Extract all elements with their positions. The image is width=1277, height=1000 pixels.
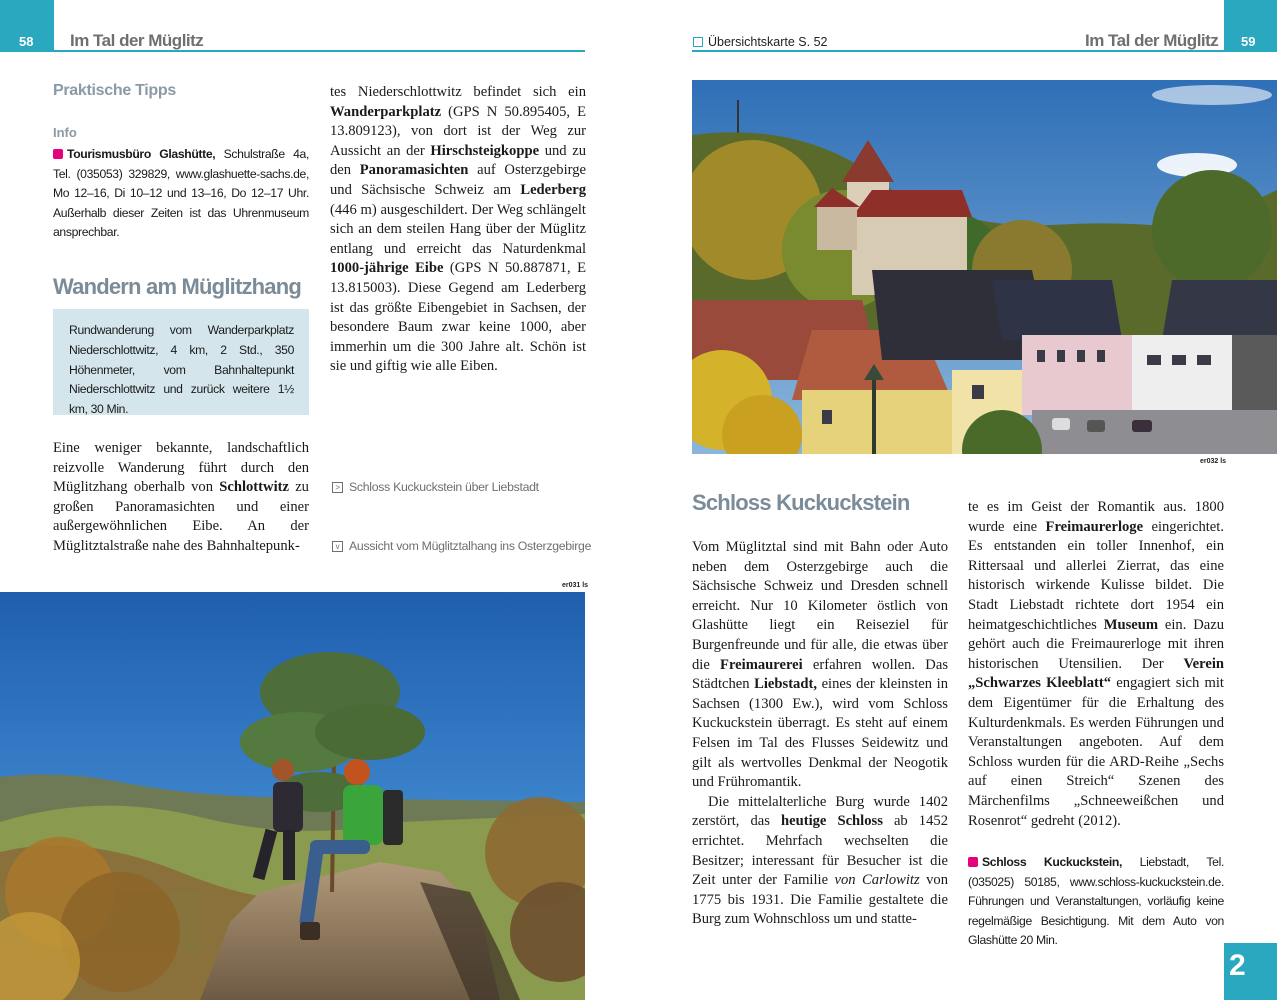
map-reference-text: Übersichtskarte S. 52 [708, 35, 828, 49]
page-number: 58 [19, 34, 34, 49]
route-info-box [53, 309, 309, 415]
photo-schloss-kuckuckstein [692, 80, 1277, 454]
body-bold: Liebstadt, [754, 676, 817, 693]
body-text: Vom Müglitztal sind mit Bahn oder Auto neben dem Osterzgebirge auch die Sächsische Schweiz und Dresden schnell erreicht. Nur 10 Kilometer östlich von Glashütte liegt ein Reiseziel für Burgenfreunde und für alle, die etwas über die [692, 539, 948, 673]
body-bold: Schlottwitz [219, 479, 289, 496]
body-bold: Hirschsteigkoppe [430, 142, 540, 159]
info-entry-text: Liebstadt, Tel. (035025) 50185, www.schloss-kuckuckstein.de. Führungen und Veranstaltungen, vorläufig keine regelmäßige Besichtigung. Mit dem Auto von Glashütte 20 Min. [968, 855, 1224, 948]
body-text: (GPS N 50.895405, E 13.809123), von dort ist der Weg zur Aussicht an der [330, 103, 586, 159]
page-number-tab-left [0, 0, 54, 52]
info-entry-name: Schloss Kuckuckstein, [982, 855, 1123, 869]
body-bold: Freimaurerei [720, 656, 803, 673]
photo-credit-left: er031 ls [562, 582, 589, 589]
section-heading-praktische-tipps: Praktische Tipps [53, 82, 176, 99]
map-square-icon [693, 37, 703, 47]
body-bold: Verein „Schwarzes Kleeblatt“ [968, 655, 1224, 692]
body-text: eines der kleinsten in Sachsen (1300 Ew.), wird vom Schloss Kuckuckstein überragt. Es steht auf einem Felsen im Tal des Flusses Seidewitz und gilt als wertvolles Denkmal der Neogotik und Frühromantik. [692, 676, 948, 791]
magenta-bullet-icon [968, 857, 978, 867]
body-text: (446 m) ausgeschildert. Der Weg schlängelt sich an dem steilen Hang über der Müglitz entlang und erreicht das Naturdenkmal [330, 201, 586, 257]
body-text: auf Osterzgebirge und Sächsische Schweiz am [330, 162, 586, 198]
info-entry-schloss [968, 853, 1224, 951]
body-column-left-2 [330, 83, 586, 377]
running-title-left: Im Tal der Müglitz [70, 31, 204, 50]
body-column-right-2 [968, 498, 1224, 831]
arrow-right-box-icon: > [332, 482, 343, 493]
arrow-down-box-icon: v [332, 541, 343, 552]
map-reference[interactable] [693, 35, 828, 49]
body-text: te es im Geist der Romantik aus. 1800 wurde eine [968, 499, 1224, 535]
header-rule-right [692, 50, 1224, 52]
info-entry-text: Schulstraße 4a, Tel. (035053) 329829, www.glashuette-sachs.de, Mo 12–16, Di 10–12 und 13–16, Do 12–17 Uhr. Außerhalb dieser Zeiten ist das Uhrenmuseum ansprechbar. [53, 147, 309, 240]
body-text: (GPS N 50.887871, E 13.815003). Diese Gegend am Lederberg ist das größte Eibengebiet in Sachsen, der besondere Baum zwar keine 1000, aber immerhin um die 300 Jahre alt. Schön ist sie und giftig wie alle Eiben. [330, 260, 586, 375]
photo-credit-right: er032 ls [1200, 458, 1227, 465]
body-bold: Panoramasichten [359, 162, 469, 179]
body-text: eingerichtet. Es entstanden ein toller Innenhof, ein Rittersaal und allerlei Zierrat, das eine historisch wirkende Kulisse bildet. Die Stadt Liebstadt richtete dort 1954 ein heimatgeschichtliches [968, 518, 1224, 633]
caption-photo-right [332, 480, 539, 494]
body-italic: von Carlowitz [834, 872, 920, 889]
body-text: engagiert sich mit dem Eigentümer für die Erhaltung des Kulturdenkmals. Es werden Führungen und Veranstaltungen angeboten. Auf dem Schloss wurden für die ARD-Reihe „Sechs auf einen Streich“ Szenen des Märchenfilms „Schneeweißchen und Rosenrot“ gedreht (2012). [968, 675, 1224, 829]
body-column-right-1 [692, 538, 948, 930]
body-text: von 1775 bis 1931. Die Familie gestaltete die Burg zum Wohnschloss um und statte- [692, 872, 948, 928]
body-bold: Freimaurerloge [1045, 518, 1144, 535]
info-entry-tourismusbuero [53, 145, 309, 243]
caption-text: Schloss Kuckuckstein über Liebstadt [349, 480, 539, 494]
body-bold: Wanderparkplatz [330, 103, 442, 120]
chapter-tab [1224, 943, 1277, 1000]
caption-text: Aussicht vom Müglitztalhang ins Osterzgebirge [349, 539, 592, 553]
section-heading-wandern: Wandern am Müglitzhang [53, 274, 302, 299]
body-text: tes Niederschlottwitz befindet sich ein [330, 84, 586, 100]
section-heading-schloss: Schloss Kuckuckstein [692, 490, 910, 515]
magenta-bullet-icon [53, 149, 63, 159]
body-text: zu großen Panoramasichten und einer außergewöhnlichen Eibe. An der Müglitztalstraße nahe des Bahnhaltepunk- [53, 479, 309, 554]
body-column-left-1 [53, 439, 309, 557]
paragraph-2 [692, 793, 948, 930]
body-bold: 1000-jährige Eibe [330, 260, 444, 277]
body-bold: Museum [1103, 616, 1159, 633]
body-text: erfahren wollen. Das Städtchen [692, 656, 948, 693]
route-info-text: Rundwanderung vom Wanderparkplatz Niederschlottwitz, 4 km, 2 Std., 350 Höhenmeter, vom Bahnhaltepunkt Niederschlottwitz und zurück weitere 1½ km, 30 Min. [69, 323, 294, 417]
caption-photo-below [332, 539, 591, 553]
page-number-tab-right [1224, 0, 1277, 52]
subheading-info: Info [53, 125, 77, 140]
body-bold: heutige Schloss [781, 813, 883, 830]
body-text: Die mittelalterliche Burg wurde 1402 zerstört, das [692, 793, 948, 830]
body-text: ab 1452 errichtet. Mehrfach wechselten die Besitzer; interessant für Besucher ist die Zeit unter der Familie [692, 813, 948, 889]
body-text: Eine weniger bekannte, landschaftlich reizvolle Wanderung führt durch den Müglitzhang oberhalb von [53, 440, 309, 496]
body-text: und zu den [330, 142, 586, 179]
photo-hikers-on-rock [0, 592, 585, 1000]
chapter-number: 2 [1229, 949, 1246, 982]
page-number: 59 [1241, 34, 1256, 49]
body-text: ein. Dazu gehört auch die Freimaurerloge mit ihren historischen Utensilien. Der [968, 616, 1224, 672]
body-bold: Lederberg [520, 181, 586, 198]
running-title-right: Im Tal der Müglitz [1085, 31, 1219, 50]
info-entry-name: Tourismusbüro Glashütte, [67, 147, 216, 161]
